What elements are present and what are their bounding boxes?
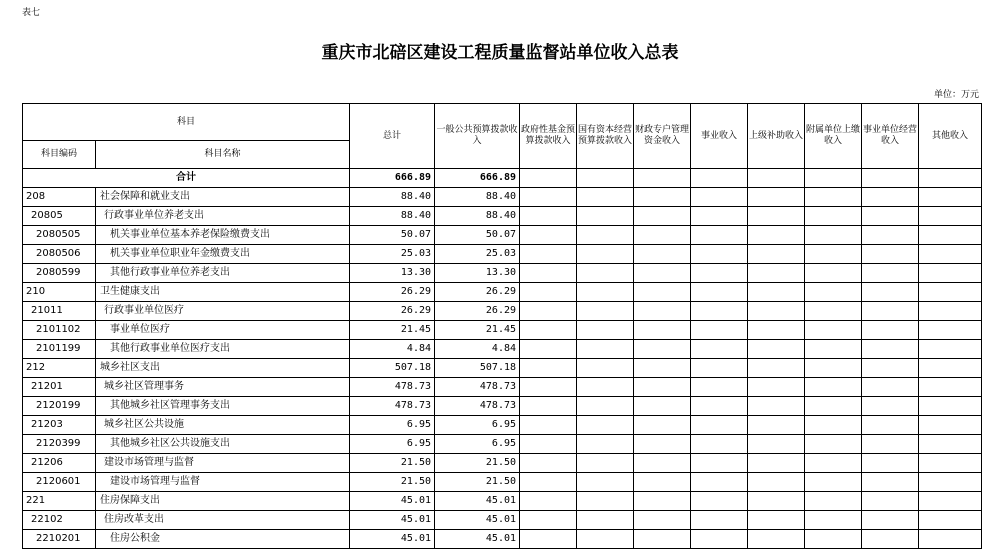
total-cell: 26.29 [350, 283, 435, 302]
empty-cell [862, 435, 919, 454]
general-budget-cell: 21.45 [435, 321, 520, 340]
total-row [23, 169, 982, 188]
empty-cell [691, 435, 748, 454]
subject-code: 2120199 [23, 397, 96, 416]
total-cell: 88.40 [350, 188, 435, 207]
subject-code: 2120399 [23, 435, 96, 454]
table-row [23, 226, 982, 245]
empty-cell [691, 188, 748, 207]
empty-cell [805, 245, 862, 264]
empty-cell [919, 530, 982, 549]
subject-name: 其他城乡社区管理事务支出 [96, 397, 350, 416]
empty-cell [748, 454, 805, 473]
col-header: 总计 [350, 104, 435, 169]
subject-name: 城乡社区公共设施 [96, 416, 350, 435]
empty-cell [748, 264, 805, 283]
empty-cell [919, 188, 982, 207]
empty-cell [748, 321, 805, 340]
empty-cell [691, 302, 748, 321]
empty-cell [805, 340, 862, 359]
empty-cell [919, 245, 982, 264]
subject-code: 210 [23, 283, 96, 302]
general-budget-cell: 88.40 [435, 207, 520, 226]
subject-name: 行政事业单位养老支出 [96, 207, 350, 226]
subject-name-header: 科目名称 [96, 141, 350, 169]
empty-cell [691, 207, 748, 226]
empty-cell [577, 207, 634, 226]
table-row [23, 340, 982, 359]
empty-cell [919, 492, 982, 511]
subject-name: 社会保障和就业支出 [96, 188, 350, 207]
empty-cell [520, 378, 577, 397]
empty-cell [577, 188, 634, 207]
total-cell: 478.73 [350, 397, 435, 416]
empty-cell [805, 416, 862, 435]
empty-cell [520, 454, 577, 473]
subject-name: 卫生健康支出 [96, 283, 350, 302]
subject-code: 2080505 [23, 226, 96, 245]
empty-cell [520, 226, 577, 245]
empty-cell [862, 188, 919, 207]
empty-cell [520, 302, 577, 321]
empty-cell [748, 359, 805, 378]
empty-cell [862, 492, 919, 511]
empty-cell [748, 530, 805, 549]
general-budget-cell: 50.07 [435, 226, 520, 245]
empty-cell [691, 416, 748, 435]
general-budget-cell: 45.01 [435, 511, 520, 530]
table-row [23, 359, 982, 378]
empty-cell [919, 511, 982, 530]
table-row [23, 492, 982, 511]
empty-cell [691, 359, 748, 378]
col-header: 一般公共预算拨款收入 [435, 104, 520, 169]
empty-cell [862, 378, 919, 397]
table-row [23, 378, 982, 397]
empty-cell [634, 511, 691, 530]
empty-cell [577, 321, 634, 340]
empty-cell [520, 492, 577, 511]
empty-cell [520, 416, 577, 435]
empty-cell [577, 264, 634, 283]
general-budget-cell: 26.29 [435, 302, 520, 321]
total-cell: 478.73 [350, 378, 435, 397]
empty-cell [691, 473, 748, 492]
empty-cell [805, 264, 862, 283]
empty-cell [577, 397, 634, 416]
empty-cell [862, 226, 919, 245]
empty-cell [691, 321, 748, 340]
empty-cell [577, 245, 634, 264]
empty-cell [748, 416, 805, 435]
empty-cell [691, 264, 748, 283]
empty-cell [805, 321, 862, 340]
empty-cell [805, 283, 862, 302]
empty-cell [520, 435, 577, 454]
empty-cell [577, 378, 634, 397]
empty-cell [919, 321, 982, 340]
empty-cell [634, 435, 691, 454]
empty-cell [520, 245, 577, 264]
empty-cell [862, 530, 919, 549]
empty-cell [919, 359, 982, 378]
empty-cell [577, 340, 634, 359]
subject-name: 城乡社区管理事务 [96, 378, 350, 397]
empty-cell [805, 511, 862, 530]
empty-cell [577, 416, 634, 435]
empty-cell [805, 188, 862, 207]
subject-code: 212 [23, 359, 96, 378]
empty-cell [634, 207, 691, 226]
general-budget-cell: 478.73 [435, 378, 520, 397]
empty-cell [862, 359, 919, 378]
empty-cell [634, 283, 691, 302]
empty-cell [691, 226, 748, 245]
subject-header: 科目 [23, 104, 350, 141]
total-cell: 21.45 [350, 321, 435, 340]
unit-label: 单位：万元 [933, 90, 979, 100]
empty-cell [805, 454, 862, 473]
subject-name: 事业单位医疗 [96, 321, 350, 340]
empty-cell [919, 340, 982, 359]
empty-cell [520, 264, 577, 283]
table-row [23, 188, 982, 207]
empty-cell [919, 416, 982, 435]
empty-cell [520, 321, 577, 340]
total-cell: 45.01 [350, 530, 435, 549]
empty-cell [862, 416, 919, 435]
empty-cell [634, 226, 691, 245]
empty-cell [577, 435, 634, 454]
empty-cell [577, 492, 634, 511]
empty-cell [862, 283, 919, 302]
empty-cell [805, 473, 862, 492]
general-budget-cell: 507.18 [435, 359, 520, 378]
empty-cell [691, 397, 748, 416]
general-budget-cell: 45.01 [435, 530, 520, 549]
total-general-value: 666.89 [435, 169, 520, 188]
total-cell: 50.07 [350, 226, 435, 245]
empty-cell [691, 492, 748, 511]
empty-cell [862, 340, 919, 359]
empty-cell [748, 283, 805, 302]
table-row [23, 283, 982, 302]
empty-cell [634, 473, 691, 492]
subject-name: 其他行政事业单位养老支出 [96, 264, 350, 283]
empty-cell [634, 245, 691, 264]
empty-cell [691, 454, 748, 473]
empty-cell [748, 188, 805, 207]
empty-cell [577, 283, 634, 302]
table-row [23, 530, 982, 549]
total-cell: 4.84 [350, 340, 435, 359]
table-row [23, 245, 982, 264]
empty-cell [634, 264, 691, 283]
subject-code: 21206 [23, 454, 96, 473]
total-label: 合计 [23, 169, 350, 188]
empty-cell [805, 378, 862, 397]
table-row [23, 454, 982, 473]
general-budget-cell: 13.30 [435, 264, 520, 283]
total-cell: 6.95 [350, 416, 435, 435]
empty-cell [748, 473, 805, 492]
subject-code: 221 [23, 492, 96, 511]
empty-cell [862, 511, 919, 530]
empty-cell [919, 207, 982, 226]
empty-cell [748, 245, 805, 264]
total-cell: 26.29 [350, 302, 435, 321]
empty-cell [577, 473, 634, 492]
subject-name: 行政事业单位医疗 [96, 302, 350, 321]
total-cell: 21.50 [350, 454, 435, 473]
empty-cell [634, 378, 691, 397]
total-cell: 507.18 [350, 359, 435, 378]
subject-name: 建设市场管理与监督 [96, 454, 350, 473]
empty-cell [748, 340, 805, 359]
empty-cell [862, 473, 919, 492]
subject-name: 住房改革支出 [96, 511, 350, 530]
empty-cell [919, 473, 982, 492]
empty-cell [748, 378, 805, 397]
empty-cell [862, 302, 919, 321]
table-row [23, 302, 982, 321]
subject-code: 2101199 [23, 340, 96, 359]
empty-cell [805, 530, 862, 549]
table-row [23, 321, 982, 340]
empty-cell [520, 340, 577, 359]
table-row [23, 264, 982, 283]
empty-cell [805, 492, 862, 511]
total-cell: 13.30 [350, 264, 435, 283]
subject-code: 2120601 [23, 473, 96, 492]
empty-cell [862, 207, 919, 226]
subject-code: 208 [23, 188, 96, 207]
empty-cell [748, 207, 805, 226]
subject-name: 其他行政事业单位医疗支出 [96, 340, 350, 359]
empty-cell [748, 397, 805, 416]
empty-cell [862, 245, 919, 264]
empty-cell [520, 473, 577, 492]
income-table [22, 103, 982, 549]
total-cell: 88.40 [350, 207, 435, 226]
subject-name: 住房公积金 [96, 530, 350, 549]
empty-cell [691, 245, 748, 264]
empty-cell [520, 283, 577, 302]
general-budget-cell: 6.95 [435, 416, 520, 435]
empty-cell [862, 264, 919, 283]
general-budget-cell: 6.95 [435, 435, 520, 454]
table-row [23, 511, 982, 530]
table-row [23, 416, 982, 435]
total-cell: 25.03 [350, 245, 435, 264]
empty-cell [862, 454, 919, 473]
general-budget-cell: 21.50 [435, 454, 520, 473]
subject-name: 机关事业单位职业年金缴费支出 [96, 245, 350, 264]
empty-cell [805, 397, 862, 416]
col-header: 上级补助收入 [748, 104, 805, 169]
empty-cell [919, 264, 982, 283]
subject-code: 2101102 [23, 321, 96, 340]
empty-cell [577, 359, 634, 378]
general-budget-cell: 25.03 [435, 245, 520, 264]
general-budget-cell: 88.40 [435, 188, 520, 207]
empty-cell [520, 359, 577, 378]
general-budget-cell: 478.73 [435, 397, 520, 416]
col-header: 财政专户管理资金收入 [634, 104, 691, 169]
col-header: 事业单位经营收入 [862, 104, 919, 169]
empty-cell [805, 359, 862, 378]
empty-cell [634, 530, 691, 549]
empty-cell [862, 397, 919, 416]
empty-cell [577, 511, 634, 530]
general-budget-cell: 4.84 [435, 340, 520, 359]
subject-name: 建设市场管理与监督 [96, 473, 350, 492]
empty-cell [634, 302, 691, 321]
empty-cell [634, 492, 691, 511]
subject-code: 20805 [23, 207, 96, 226]
empty-cell [691, 340, 748, 359]
empty-cell [805, 435, 862, 454]
empty-cell [634, 321, 691, 340]
col-header: 附属单位上缴收入 [805, 104, 862, 169]
total-cell: 21.50 [350, 473, 435, 492]
empty-cell [805, 207, 862, 226]
page-title: 重庆市北碚区建设工程质量监督站单位收入总表 [321, 43, 679, 63]
col-header: 政府性基金预算拨款收入 [520, 104, 577, 169]
empty-cell [520, 511, 577, 530]
subject-code: 21203 [23, 416, 96, 435]
empty-cell [520, 188, 577, 207]
empty-cell [520, 530, 577, 549]
empty-cell [919, 435, 982, 454]
empty-cell [577, 226, 634, 245]
general-budget-cell: 45.01 [435, 492, 520, 511]
table-row [23, 397, 982, 416]
subject-name: 城乡社区支出 [96, 359, 350, 378]
table-row [23, 473, 982, 492]
empty-cell [634, 416, 691, 435]
empty-cell [634, 397, 691, 416]
col-header: 事业收入 [691, 104, 748, 169]
empty-cell [919, 454, 982, 473]
empty-cell [634, 340, 691, 359]
empty-cell [691, 511, 748, 530]
subject-name: 其他城乡社区公共设施支出 [96, 435, 350, 454]
col-header: 国有资本经营预算拨款收入 [577, 104, 634, 169]
total-cell: 45.01 [350, 511, 435, 530]
subject-code: 21201 [23, 378, 96, 397]
empty-cell [634, 454, 691, 473]
total-value: 666.89 [350, 169, 435, 188]
subject-code: 22102 [23, 511, 96, 530]
empty-cell [634, 188, 691, 207]
empty-cell [748, 435, 805, 454]
empty-cell [577, 530, 634, 549]
empty-cell [520, 397, 577, 416]
empty-cell [805, 226, 862, 245]
subject-code: 2080599 [23, 264, 96, 283]
empty-cell [919, 302, 982, 321]
empty-cell [748, 492, 805, 511]
empty-cell [748, 226, 805, 245]
empty-cell [748, 302, 805, 321]
empty-cell [919, 226, 982, 245]
subject-code: 21011 [23, 302, 96, 321]
table-number: 表七 [22, 8, 41, 18]
empty-cell [919, 397, 982, 416]
empty-cell [691, 378, 748, 397]
empty-cell [919, 378, 982, 397]
col-header: 其他收入 [919, 104, 982, 169]
empty-cell [919, 283, 982, 302]
general-budget-cell: 21.50 [435, 473, 520, 492]
empty-cell [862, 321, 919, 340]
empty-cell [691, 530, 748, 549]
empty-cell [577, 302, 634, 321]
table-row [23, 435, 982, 454]
general-budget-cell: 26.29 [435, 283, 520, 302]
total-cell: 6.95 [350, 435, 435, 454]
subject-code-header: 科目编码 [23, 141, 96, 169]
empty-cell [748, 511, 805, 530]
subject-code: 2210201 [23, 530, 96, 549]
empty-cell [634, 359, 691, 378]
subject-code: 2080506 [23, 245, 96, 264]
table-row [23, 207, 982, 226]
total-cell: 45.01 [350, 492, 435, 511]
empty-cell [520, 207, 577, 226]
empty-cell [805, 302, 862, 321]
empty-cell [577, 454, 634, 473]
empty-cell [691, 283, 748, 302]
subject-name: 住房保障支出 [96, 492, 350, 511]
subject-name: 机关事业单位基本养老保险缴费支出 [96, 226, 350, 245]
